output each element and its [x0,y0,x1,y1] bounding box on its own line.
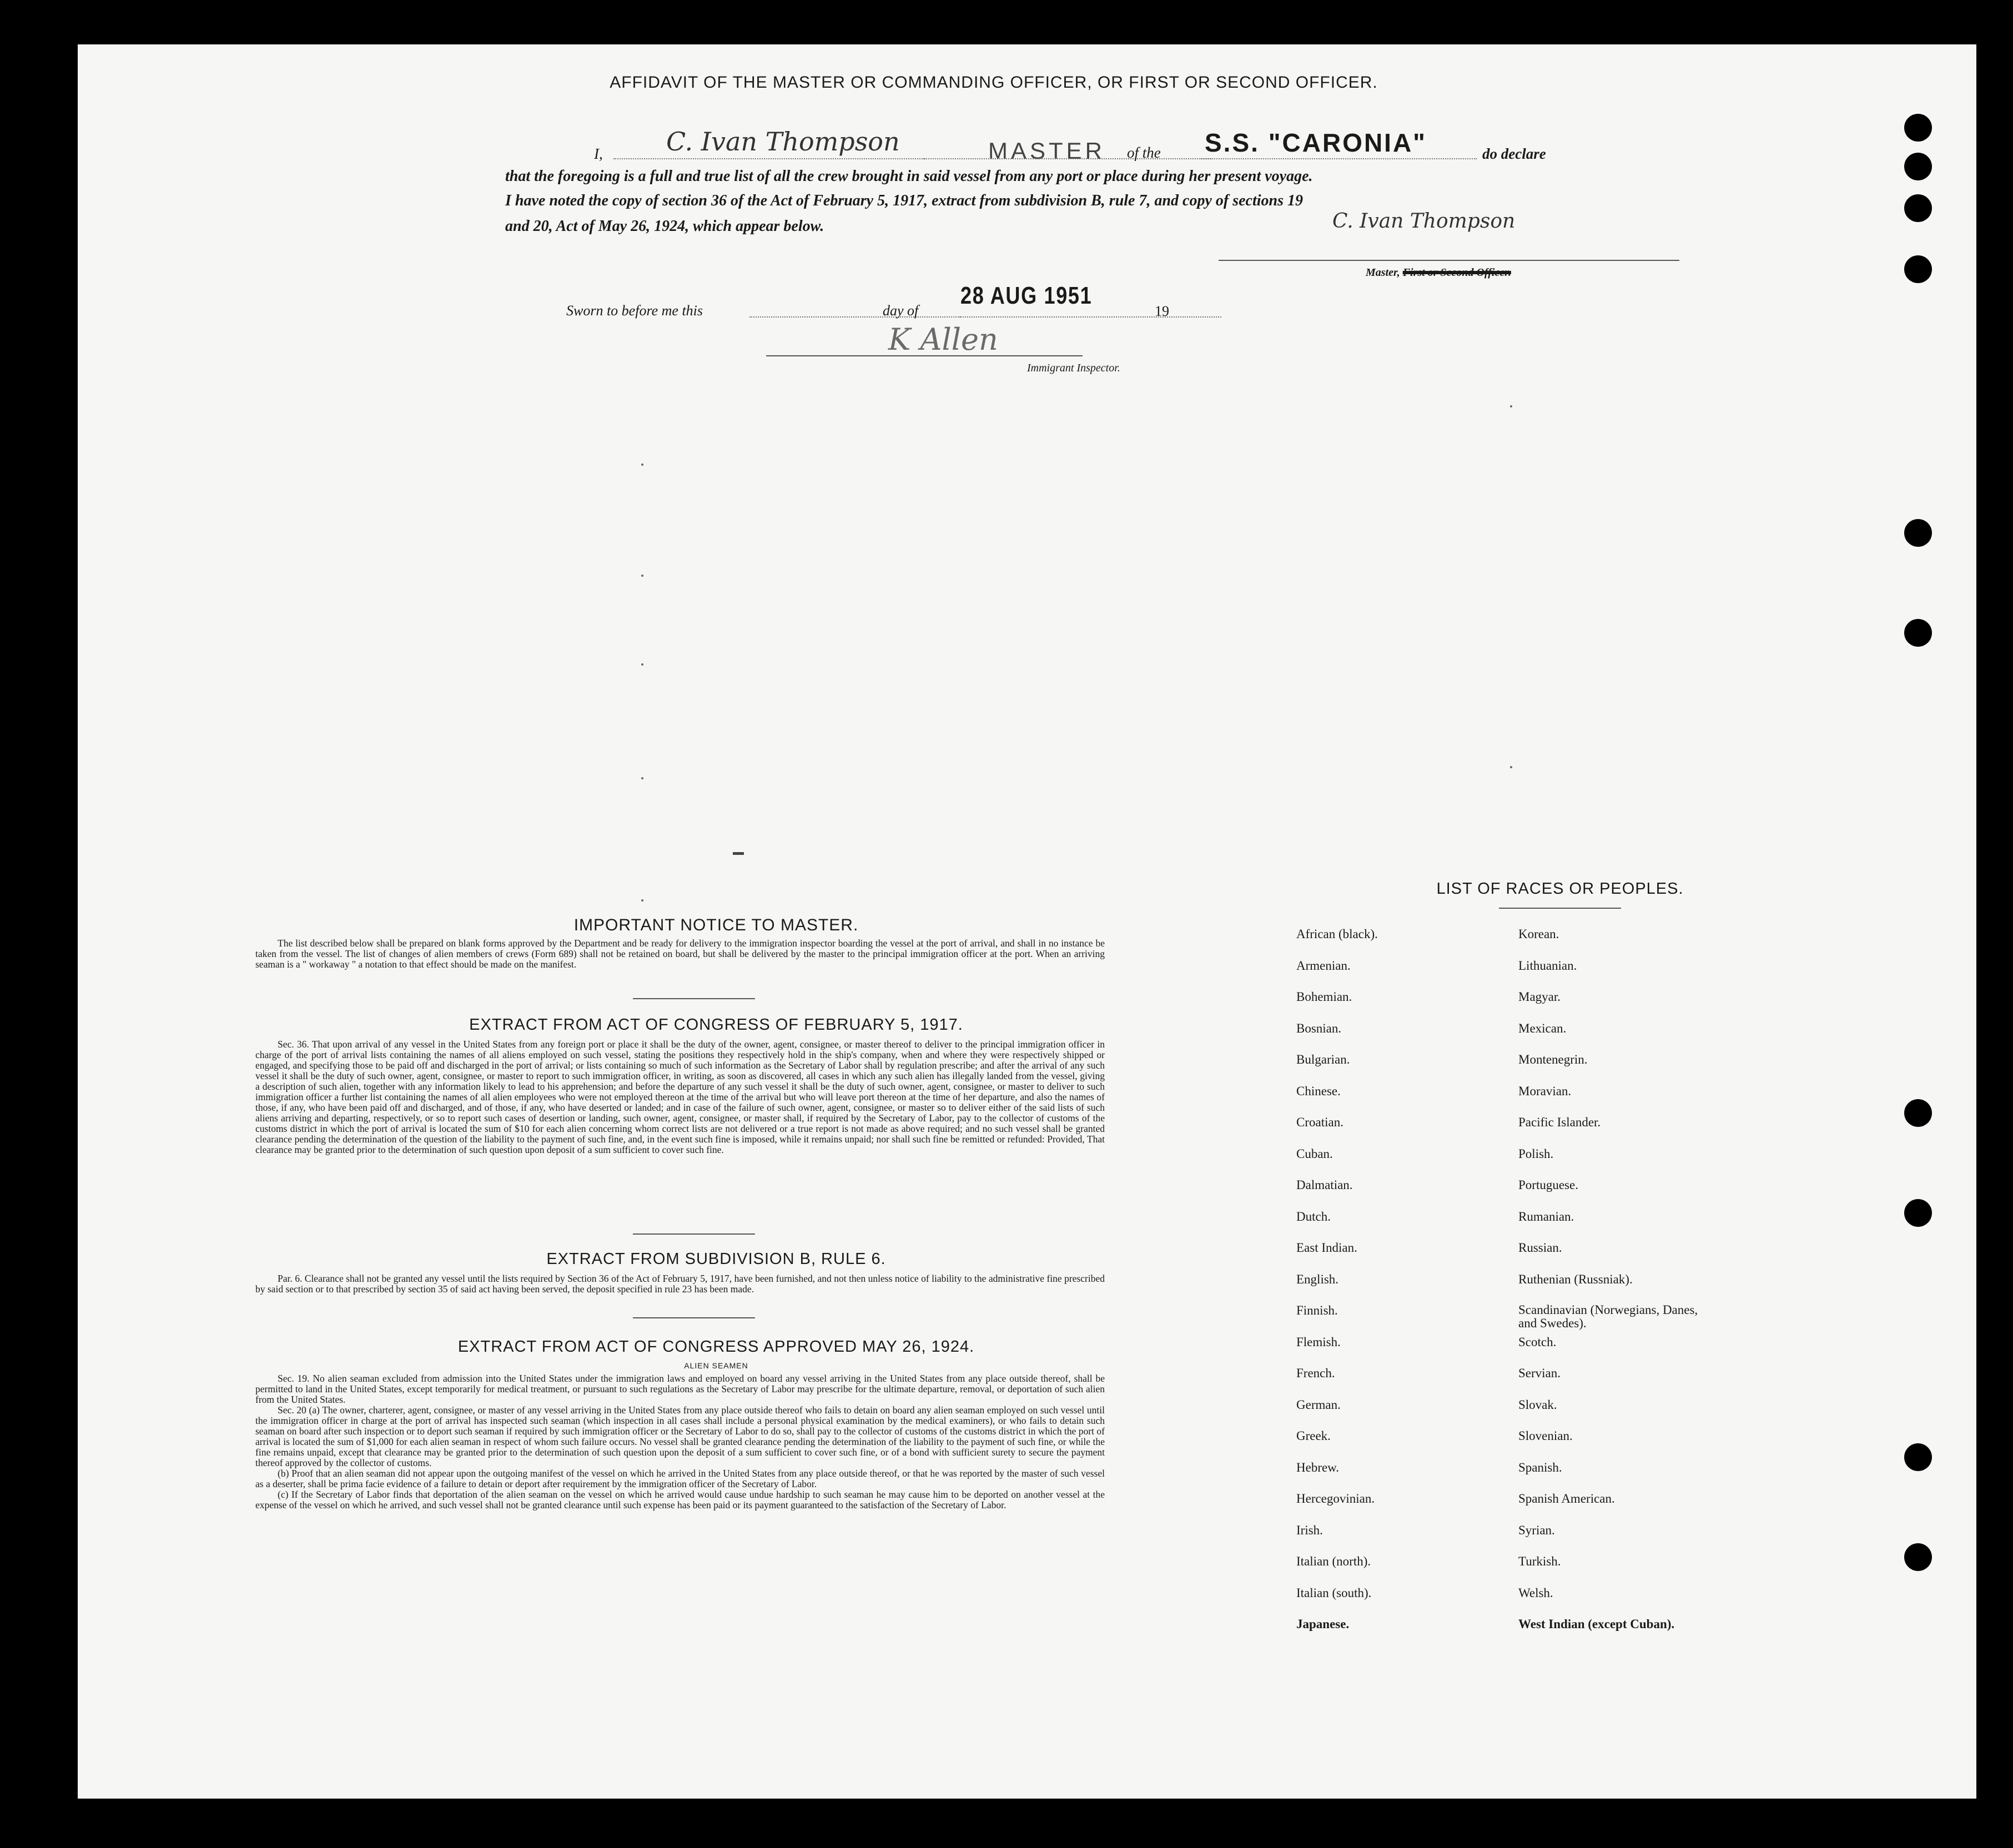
extract-1917-text [255,1039,1105,1155]
punch-hole [1904,114,1932,142]
vessel-name: S.S. "CARONIA" [1205,128,1427,157]
affidavit-title: AFFIDAVIT OF THE MASTER OR COMMANDING OFFICER, OR FIRST OR SECOND OFFICER. [610,73,1378,92]
race-item: Bohemian. [1296,990,1352,1004]
extract-1924-sec20a: Sec. 20 (a) The owner, charterer, agent, consignee, or master of any vessel arriving in the United States from any place outside thereof who fails to detain on board any alien seaman employed on such vessel until the immigration officer in charge at the port of arrival has inspected such seaman (which inspection in all cases shall include a personal physical examination by the medical examiners), or who fails to detain such seaman on board after such inspection or to deport such seaman if required by such immigration officer or the Secretary of Labor to do so, shall pay to the collector of customs of the customs district in which the port of arrival is located the sum of $1,000 for each alien seaman in respect of whom such failure occurs. No vessel shall be granted clearance pending the determination of the liability to the payment of such fine, or while the fine remains unpaid, except that clearance may be granted prior to the determination of such question upon the deposit of a sum sufficient to cover such fine, or of a bond with sufficient surety to secure the payment thereof approved by the collector of customs. [255,1404,1105,1468]
notice-paragraph: The list described below shall be prepared on blank forms approved by the Department and be ready for delivery to the immigration inspector boarding the vessel at the port of arrival, and shall in no instance be taken from the vessel. The list of changes of alien members of crews (Form 689) shall not be retained on board, but shall be delivered by the master to the principal immigration officer at the port. When an arriving seaman is a " workaway " a notation to that effect should be made on the manifest. [255,938,1105,970]
sworn-day-line [749,316,960,318]
races-left-column [1296,927,1507,1649]
master-signature-line [1219,260,1679,261]
master-name-signature: C. Ivan Thompson [666,127,900,157]
notice-title: IMPORTANT NOTICE TO MASTER. [573,916,859,934]
document-sheet [78,44,1976,1799]
affidavit-line-2: that the foregoing is a full and true list of all the crew brought in said vessel from any port or place during her present voyage. [505,168,1313,185]
inspector-caption: Immigrant Inspector. [1027,362,1120,374]
of-the-text: of the [1127,144,1161,161]
race-item: Italian (north). [1296,1554,1371,1568]
races-divider [1499,908,1621,909]
race-item: Scotch. [1518,1335,1557,1349]
race-item: Japanese. [1296,1617,1350,1631]
do-declare-text: do declare [1482,145,1546,162]
extract-1924-title: EXTRACT FROM ACT OF CONGRESS APPROVED MAY 26, 1924. [457,1338,975,1356]
race-item: Turkish. [1518,1554,1561,1568]
race-item: Scandinavian (Norwegians, Danes, and Swedes). [1518,1303,1698,1330]
race-item: African (black). [1296,927,1378,941]
vessel-line [1199,158,1477,159]
race-item: Syrian. [1518,1523,1555,1537]
race-item: Slovak. [1518,1397,1557,1412]
race-item: Pacific Islander. [1518,1115,1601,1129]
race-item: Russian. [1518,1241,1562,1255]
rank-line [924,158,1213,159]
race-item: Magyar. [1518,990,1561,1004]
race-item: Finnish. [1296,1303,1338,1317]
master-signature: C. Ivan Thompson [1332,210,1516,233]
punch-hole [1904,1199,1932,1227]
affidavit-line-4: and 20, Act of May 26, 1924, which appear below. [505,218,824,235]
race-item: English. [1296,1272,1339,1286]
race-item: East Indian. [1296,1241,1357,1255]
race-item: Chinese. [1296,1084,1341,1098]
races-title: LIST OF RACES OR PEOPLES. [1436,880,1684,898]
race-item: Croatian. [1296,1115,1343,1129]
race-item: Bosnian. [1296,1021,1342,1035]
race-item: West Indian (except Cuban). [1518,1617,1675,1631]
race-item: Bulgarian. [1296,1053,1350,1066]
speck [641,777,643,779]
extract-1924-sec19: Sec. 19. No alien seaman excluded from admission into the United States under the immigration laws and employed on board any vessel arriving in the United States from any place outside thereof, shall be permitted to land in the United States, except temporarily for medical treatment, or pursuant to such regulations as the Secretary of Labor may prescribe for the ultimate departure, removal, or deportation of such alien from the United States. [255,1373,1105,1405]
speck [641,575,643,577]
race-item: Spanish. [1518,1460,1562,1474]
sworn-month-line [960,316,1221,318]
speck [641,663,643,666]
punch-hole [1904,1099,1932,1127]
race-item: Montenegrin. [1518,1053,1588,1066]
race-item: Mexican. [1518,1021,1567,1035]
punch-hole [1904,619,1932,647]
subdivision-b-title: EXTRACT FROM SUBDIVISION B, RULE 6. [546,1250,886,1268]
race-item: French. [1296,1366,1335,1380]
race-item: Armenian. [1296,958,1351,973]
race-item: Dutch. [1296,1209,1331,1223]
speck [641,899,643,902]
affidavit-line-3: I have noted the copy of section 36 of the Act of February 5, 1917, extract from subdivision B, rule 7, and copy of sections 19 [505,192,1304,209]
divider [633,998,755,999]
rank-text: MASTER [988,138,1106,164]
sworn-year: 19 [1155,303,1169,319]
subdivision-b-text [255,1273,1105,1295]
master-caption [1366,266,1511,279]
race-item: German. [1296,1397,1341,1412]
punch-hole [1904,1443,1932,1471]
race-item: Cuban. [1296,1146,1333,1161]
race-item: Lithuanian. [1518,958,1577,973]
speck [1510,766,1512,768]
sworn-day-of: day of [883,303,919,319]
punch-hole [1904,1543,1932,1571]
speck [1510,405,1512,407]
sworn-label: Sworn to before me this [566,303,703,319]
inspector-signature: K Allen [888,322,998,357]
punch-hole [1904,255,1932,283]
inspector-signature-line [766,355,1083,356]
race-item: Welsh. [1518,1585,1553,1600]
dash-mark [733,852,744,855]
race-item: Hercegovinian. [1296,1492,1375,1505]
divider [633,1317,755,1318]
race-item: Spanish American. [1518,1492,1615,1505]
race-item: Polish. [1518,1146,1554,1161]
extract-1924-text [255,1373,1105,1510]
affidavit-i-label: I, [594,145,603,162]
subdivision-b-paragraph: Par. 6. Clearance shall not be granted any vessel until the lists required by Section 36 of the Act of February 5, 1917, have been furnished, and not then unless notice of liability to the administrative fine prescribed by said section or to that prescribed by section 35 of said act having been served, the deposit specified in rule 23 has been made. [255,1273,1105,1295]
punch-hole [1904,194,1932,222]
extract-1924-sec20c: (c) If the Secretary of Labor finds that deportation of the alien seaman on the vessel on which he arrived would cause undue hardship to such seaman he may cause him to be deported on another vessel at the expense of the vessel on which he arrived, and such vessel shall not be granted clearance until such expense has been paid or its payment guaranteed to the satisfaction of the Secretary of Labor. [255,1489,1105,1510]
extract-1917-title: EXTRACT FROM ACT OF CONGRESS OF FEBRUARY 5, 1917. [469,1016,963,1034]
extract-1924-subtitle: ALIEN SEAMEN [684,1361,748,1370]
punch-hole [1904,153,1932,180]
master-caption-label: Master, [1366,266,1400,279]
name-line [613,158,924,159]
race-item: Rumanian. [1518,1209,1574,1223]
race-item: Irish. [1296,1523,1323,1537]
extract-1917-paragraph: Sec. 36. That upon arrival of any vessel in the United States from any foreign port or place it shall be the duty of the owner, agent, consignee, or master thereof to deliver to the principal immigration officer in charge of the port of arrival lists containing the names of all aliens employed on such vessel, stating the positions they respectively hold in the ship's company, when and where they were respectively shipped or engaged, and specifying those to be paid off and discharged in the port of arrival; or lists containing so much of such information as the Secretary of Labor shall by regulation prescribe; and after the arrival of any such vessel it shall be the duty of such owner, agent, consignee, or master to report to such immigration officer, in writing, as soon as discovered, all cases in which any such alien has illegally landed from the vessel, giving a description of such alien, together with any information likely to lead to his apprehension; and before the departure of any such vessel it shall be the duty of such owner, agent, consignee, or master to deliver to such immigration officer a further list containing the names of all alien employees who were not employed thereon at the time of the arrival but who will leave port thereon at the time of her departure, and also the names of those, if any, who have been paid off and discharged, and of those, if any, who have deserted or landed; and in case of the failure of such owner, agent, consignee, or master so to deliver either of the said lists of such aliens arriving and departing, respectively, or so to report such cases of desertion or landing, such owner, agent, consignee, or master shall, if required by the Secretary of Labor, pay to the collector of customs of the customs district in which the port of arrival is located the sum of $10 for each alien concerning whom correct lists are not delivered or a true report is not made as above required; and no such vessel shall be granted clearance pending the determination of the question of the liability to the payment of such fine, and, in the event such fine is imposed, while it remains unpaid; nor shall such fine be remitted or refunded: Provided, That clearance may be granted prior to the determination of such question upon deposit of a sum sufficient to cover such fine. [255,1039,1105,1155]
divider [633,1233,755,1235]
race-item: Korean. [1518,927,1559,941]
race-item: Hebrew. [1296,1460,1340,1474]
extract-1924-sec20b: (b) Proof that an alien seaman did not appear upon the outgoing manifest of the vessel on which he arrived in the United States from any place outside thereof, or that he was reported by the master of such vessel as a deserter, shall be prima facie evidence of a failure to detain or deport after requirement by the immigration officer of the Secretary of Labor. [255,1468,1105,1489]
race-item: Portuguese. [1518,1178,1578,1192]
race-item: Greek. [1296,1429,1331,1443]
race-item: Ruthenian (Russniak). [1518,1272,1633,1286]
race-item: Flemish. [1296,1335,1341,1349]
race-item: Servian. [1518,1366,1561,1380]
master-caption-struck: First or Second Officer. [1402,266,1511,279]
races-right-column [1518,927,1807,1649]
speck [641,464,643,466]
race-item: Italian (south). [1296,1585,1372,1600]
race-item: Slovenian. [1518,1429,1573,1443]
punch-hole [1904,519,1932,547]
race-item: Dalmatian. [1296,1178,1353,1192]
race-item: Moravian. [1518,1084,1572,1098]
date-stamp: 28 AUG 1951 [960,282,1093,309]
notice-text [255,938,1105,970]
